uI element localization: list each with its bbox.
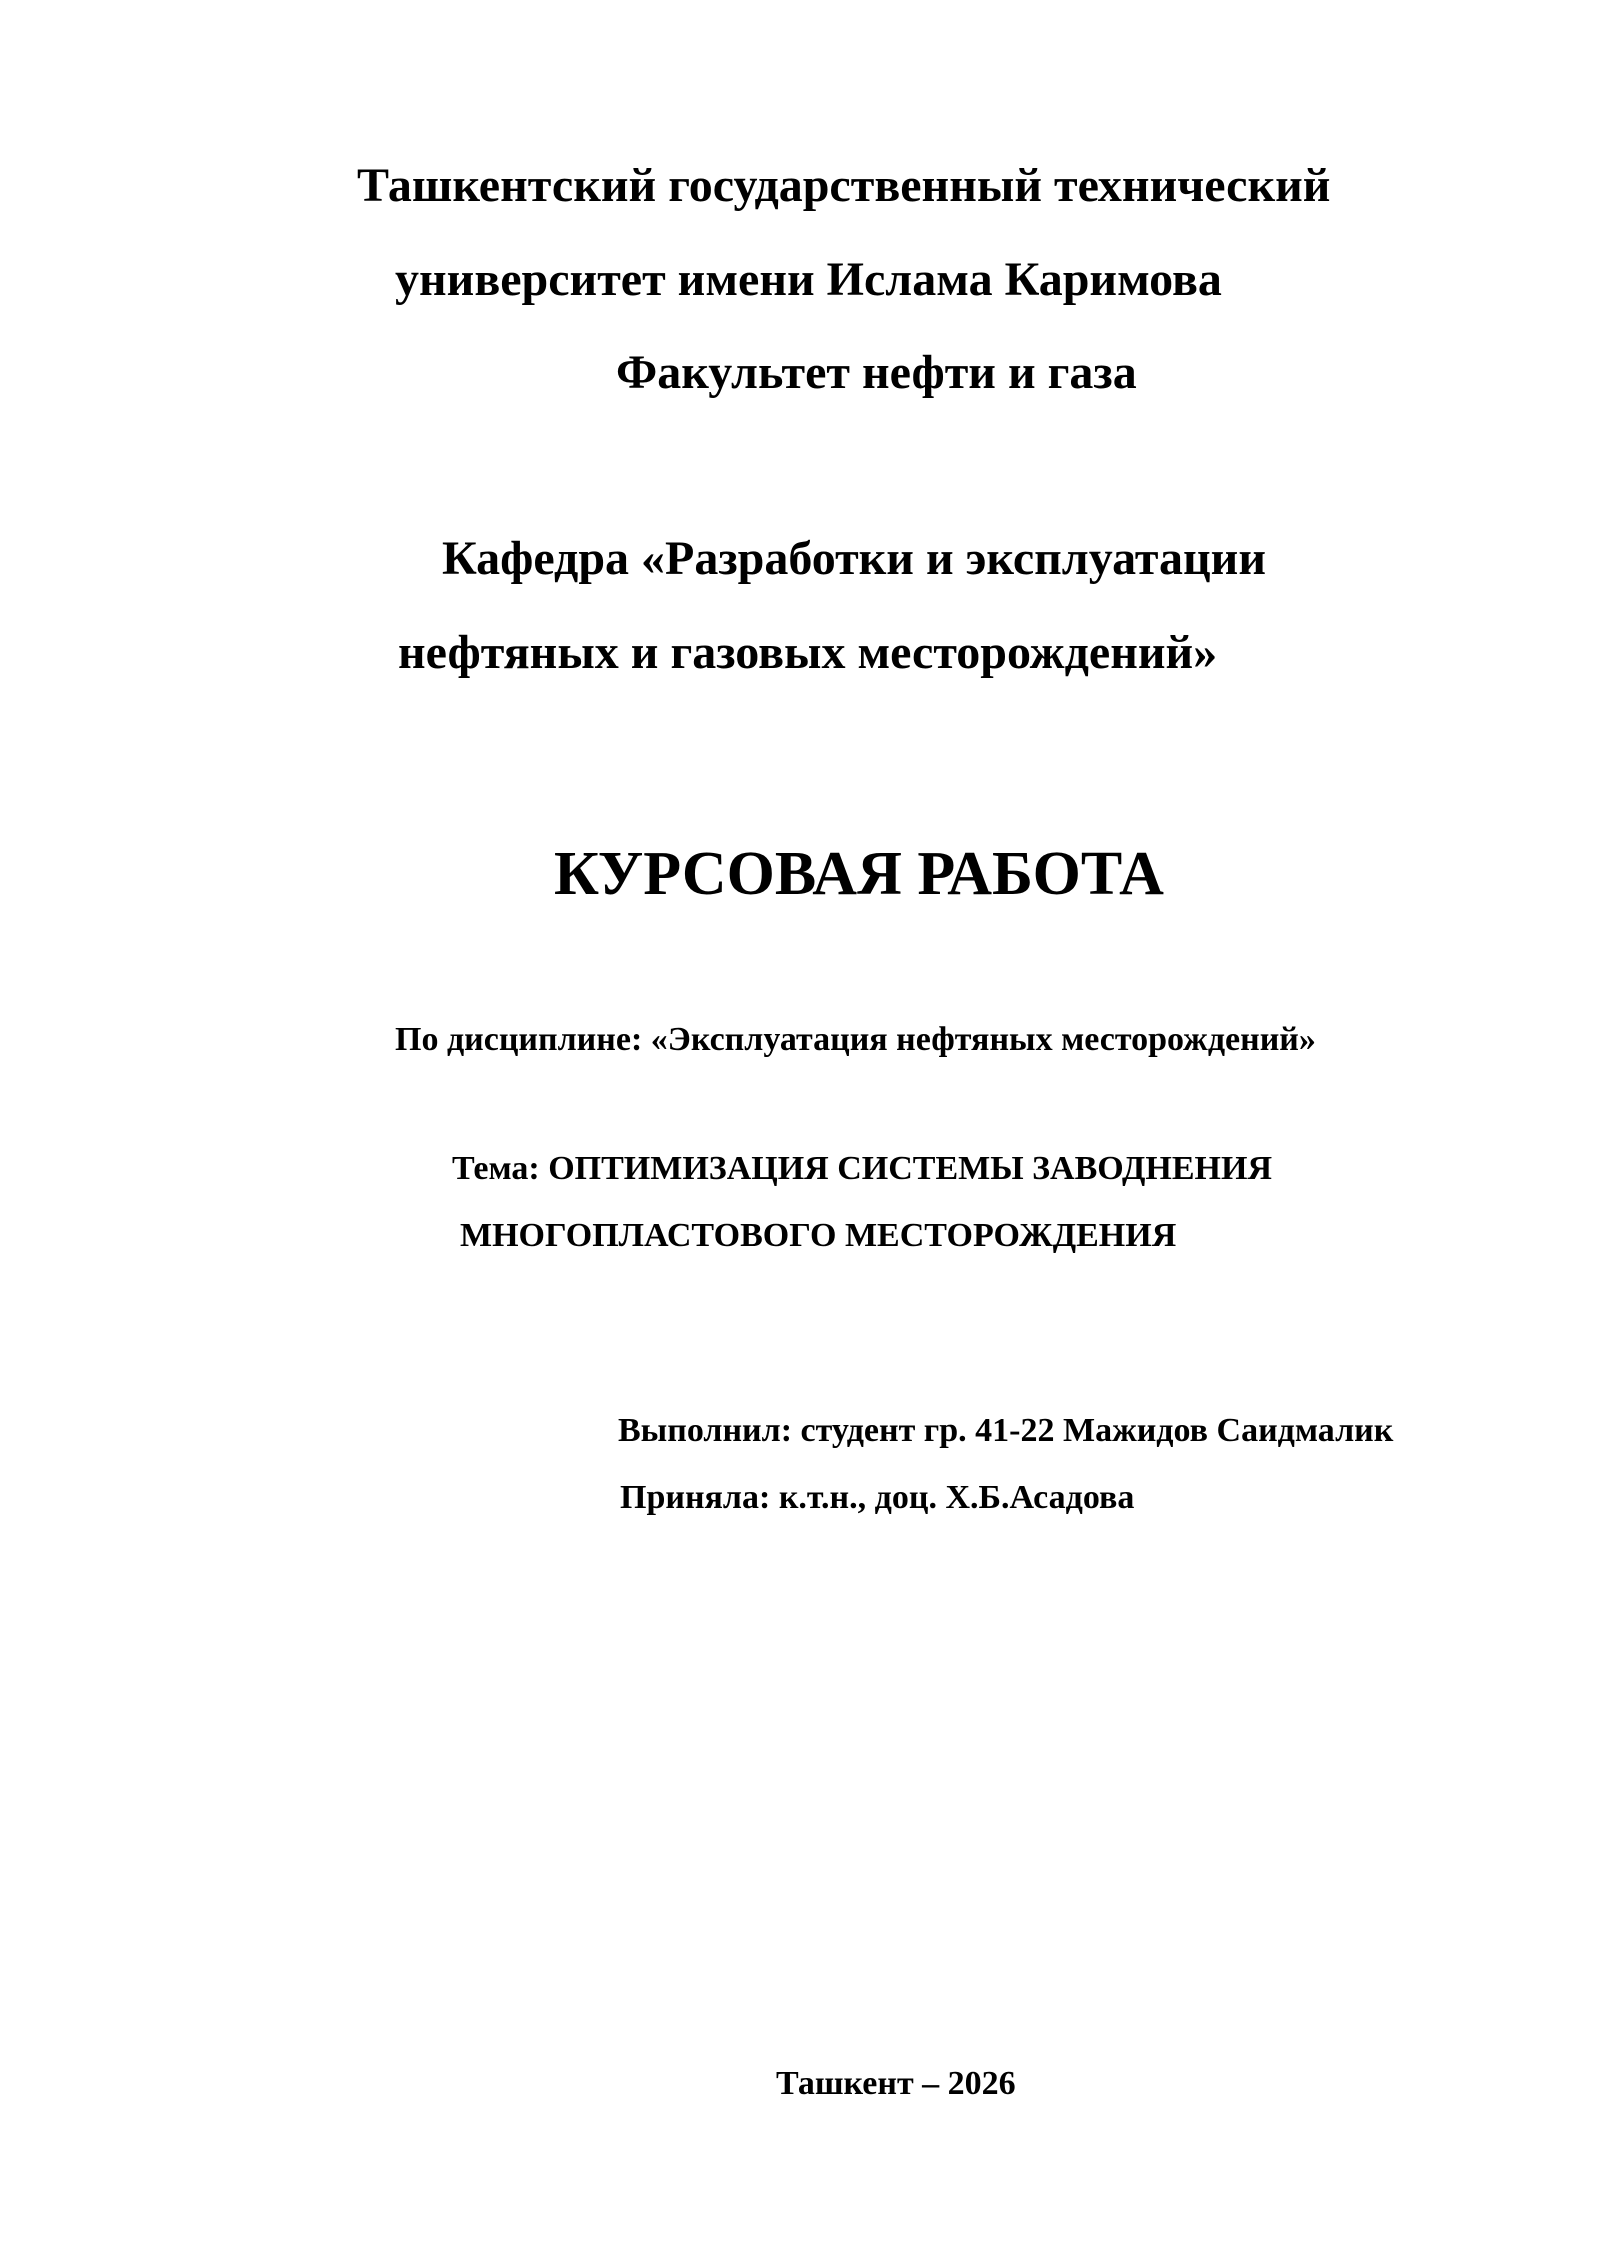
topic-line-1: Тема: ОПТИМИЗАЦИЯ СИСТЕМЫ ЗАВОДНЕНИЯ <box>452 1150 1273 1187</box>
department-line-1: Кафедра «Разработки и эксплуатации <box>442 532 1266 585</box>
work-type-title: КУРСОВАЯ РАБОТА <box>554 840 1164 908</box>
accepted-by: Приняла: к.т.н., доц. Х.Б.Асадова <box>620 1479 1135 1516</box>
faculty-name: Факультет нефти и газа <box>616 346 1137 399</box>
city-year: Ташкент – 2026 <box>776 2065 1016 2102</box>
department-line-2: нефтяных и газовых месторождений» <box>398 626 1218 679</box>
university-name-line-2: университет имени Ислама Каримова <box>395 253 1222 306</box>
topic-line-2: МНОГОПЛАСТОВОГО МЕСТОРОЖДЕНИЯ <box>460 1217 1177 1254</box>
discipline-line: По дисциплине: «Эксплуатация нефтяных месторождений» <box>395 1021 1316 1058</box>
performed-by: Выполнил: студент гр. 41-22 Мажидов Саидмалик <box>618 1412 1394 1449</box>
university-name-line-1: Ташкентский государственный технический <box>357 159 1331 212</box>
